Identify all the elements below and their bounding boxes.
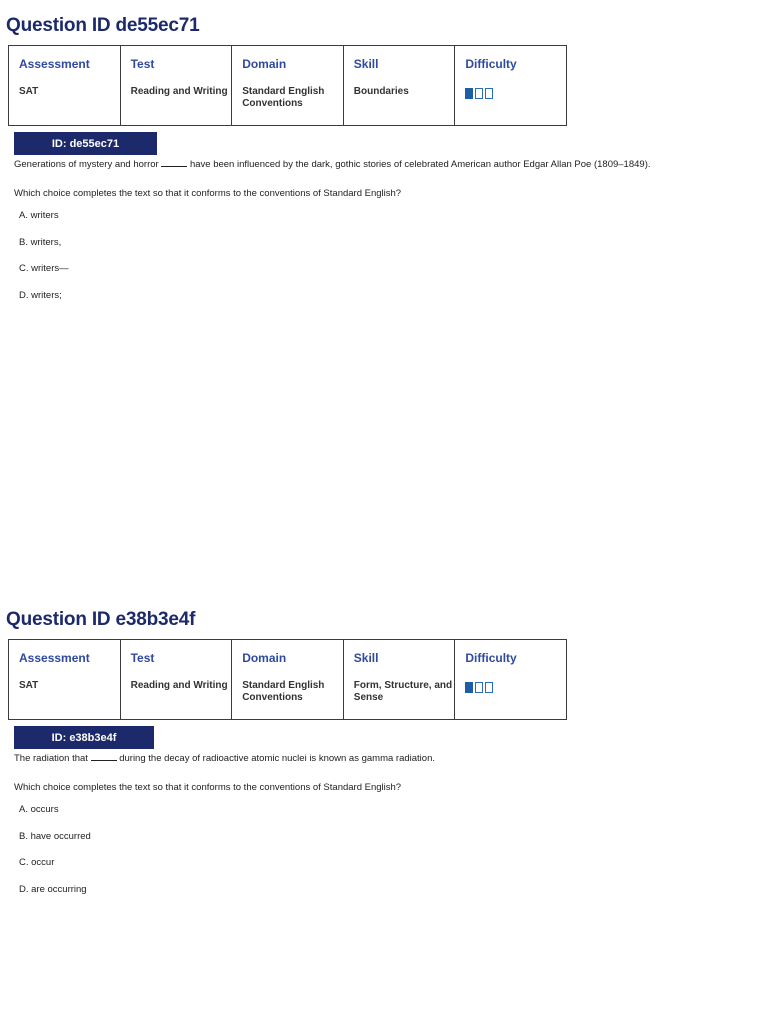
assessment-header: Assessment [19, 57, 90, 71]
domain-value: Standard English Conventions [242, 680, 325, 703]
answer-blank [91, 752, 117, 761]
question-metadata-table [8, 45, 567, 126]
domain-header: Domain [242, 651, 287, 665]
difficulty-header: Difficulty [465, 651, 517, 665]
assessment-header: Assessment [19, 651, 90, 665]
question-title: Question ID e38b3e4f [6, 609, 196, 630]
answer-blank [161, 158, 187, 167]
test-cell [120, 640, 232, 720]
assessment-cell [9, 46, 121, 126]
test-cell [120, 46, 232, 126]
difficulty-box-empty [475, 682, 483, 693]
choice-a: A. writers [19, 210, 59, 221]
question-id-banner: ID: de55ec71 [14, 132, 157, 155]
domain-cell [232, 640, 344, 720]
skill-value: Boundaries [353, 86, 409, 97]
stem-after-blank: during the decay of radioactive atomic nuclei is known as gamma radiation. [119, 753, 435, 764]
choice-c: C. writers— [19, 263, 69, 274]
choice-b: B. writers, [19, 237, 62, 248]
skill-value: Form, Structure, and Sense [353, 680, 453, 703]
skill-cell [343, 46, 455, 126]
difficulty-indicator [465, 88, 566, 99]
difficulty-box-empty [475, 88, 483, 99]
difficulty-indicator [465, 682, 566, 693]
skill-header: Skill [353, 651, 379, 665]
stem-after-blank: have been influenced by the dark, gothic stories of celebrated American author Edgar Allan Poe (1809–1849). [189, 159, 651, 170]
question-metadata-table [8, 639, 567, 720]
assessment-cell [9, 640, 121, 720]
choice-b: B. have occurred [19, 831, 91, 842]
assessment-value: SAT [19, 680, 39, 691]
choice-a: A. occurs [19, 804, 59, 815]
skill-cell [343, 640, 455, 720]
difficulty-cell [455, 46, 567, 126]
stem-before-blank: Generations of mystery and horror [14, 159, 159, 170]
question-prompt: Which choice completes the text so that it conforms to the conventions of Standard English? [14, 782, 402, 793]
choice-d: D. are occurring [19, 884, 87, 895]
choice-d: D. writers; [19, 290, 62, 301]
test-value: Reading and Writing [130, 680, 228, 691]
difficulty-cell [455, 640, 567, 720]
test-value: Reading and Writing [130, 86, 228, 97]
test-header: Test [130, 651, 155, 665]
difficulty-box-empty [485, 88, 493, 99]
skill-header: Skill [353, 57, 379, 71]
difficulty-header: Difficulty [465, 57, 517, 71]
question-prompt: Which choice completes the text so that it conforms to the conventions of Standard English? [14, 188, 402, 199]
question-stem [14, 158, 651, 170]
test-header: Test [130, 57, 155, 71]
question-title: Question ID de55ec71 [6, 15, 200, 36]
domain-header: Domain [242, 57, 287, 71]
difficulty-box-filled [465, 88, 473, 99]
question-stem [14, 752, 435, 764]
domain-cell [232, 46, 344, 126]
difficulty-box-filled [465, 682, 473, 693]
question-id-banner: ID: e38b3e4f [14, 726, 154, 749]
domain-value: Standard English Conventions [242, 86, 325, 109]
choice-c: C. occur [19, 857, 55, 868]
difficulty-box-empty [485, 682, 493, 693]
assessment-value: SAT [19, 86, 39, 97]
stem-before-blank: The radiation that [14, 753, 88, 764]
